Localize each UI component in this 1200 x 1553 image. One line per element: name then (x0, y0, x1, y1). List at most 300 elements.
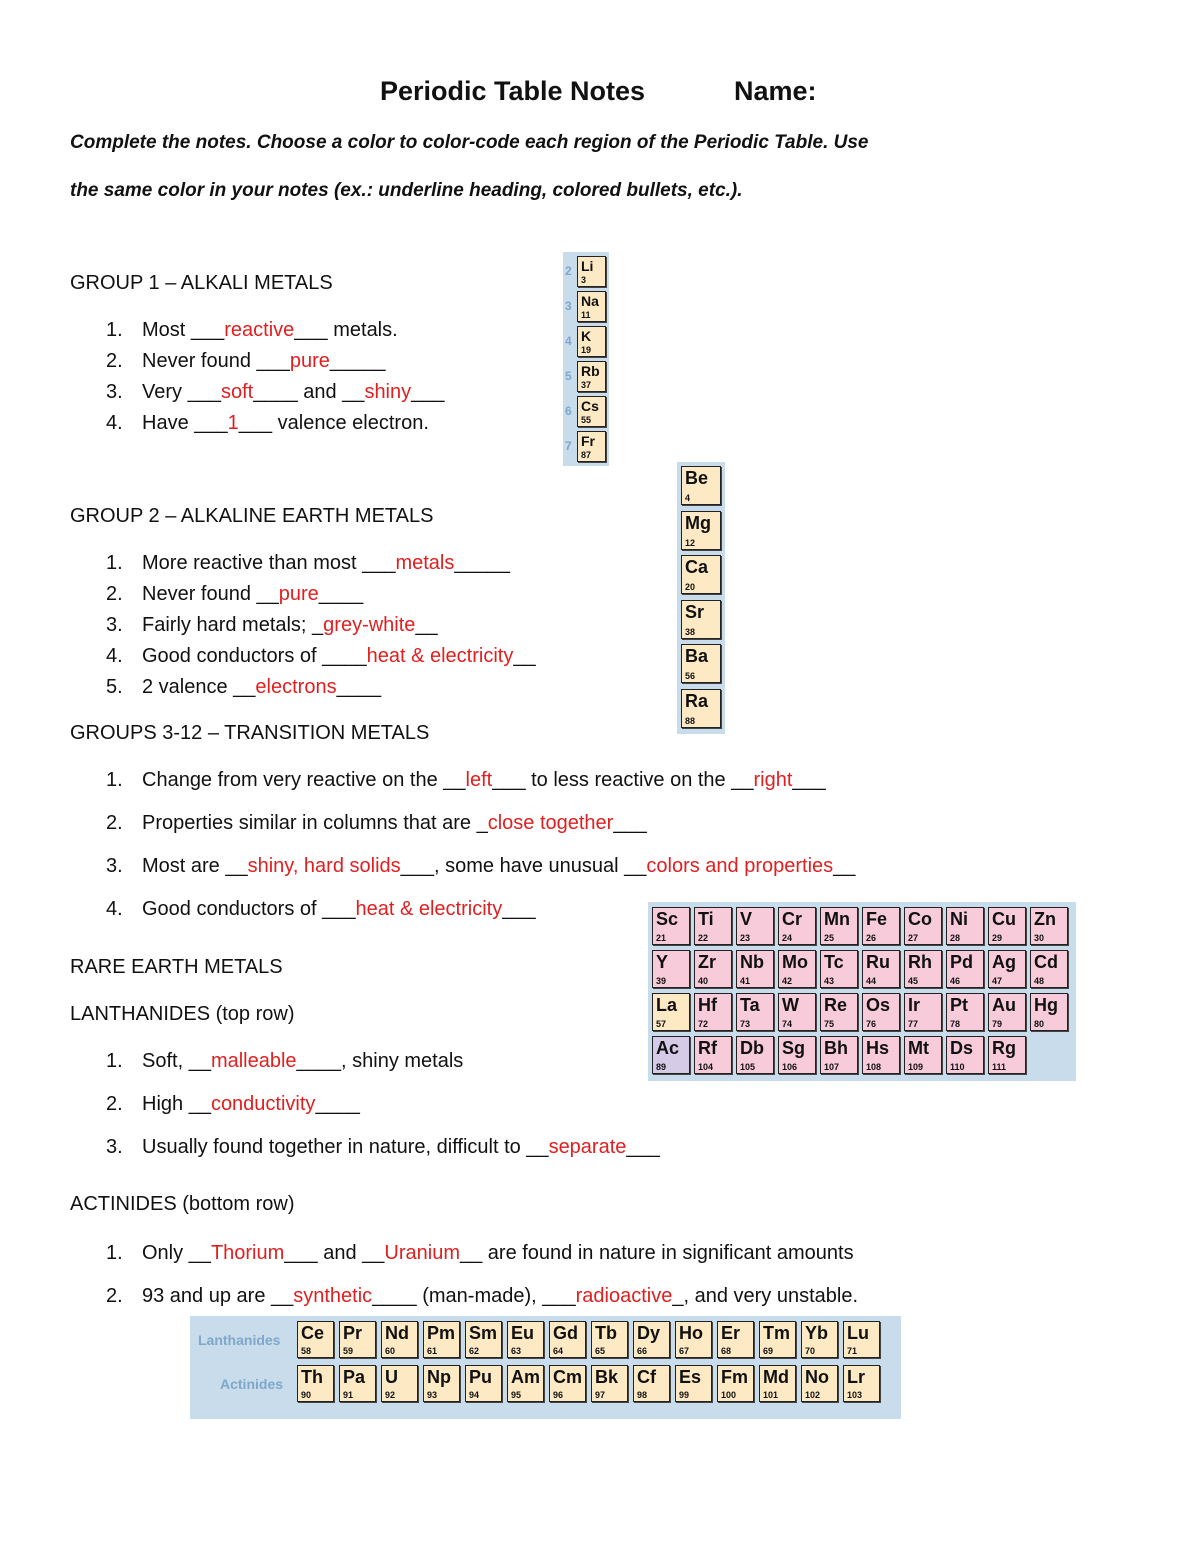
element-tile-ru (862, 950, 900, 988)
answer-text: reactive (224, 319, 295, 341)
element-tile-os (862, 993, 900, 1031)
item-text (142, 855, 855, 878)
element-symbol: Y (656, 952, 669, 972)
element-tile-la (652, 993, 690, 1031)
atomic-number: 67 (679, 1346, 690, 1356)
item-text-part: Good conductors of ____ (142, 645, 367, 667)
item-text-part: __ (513, 645, 536, 667)
atomic-number: 109 (908, 1062, 924, 1072)
element-symbol: Mg (685, 512, 711, 533)
atomic-number: 107 (824, 1062, 840, 1072)
element-symbol: Na (581, 293, 599, 309)
atomic-number: 108 (866, 1062, 882, 1072)
element-tile-fr (577, 431, 606, 462)
element-tile-ca (681, 555, 721, 594)
item-text-part: Have ___ (142, 412, 228, 434)
item-text-part: Most ___ (142, 319, 225, 341)
item-text-part: _____ (329, 350, 386, 372)
atomic-number: 103 (847, 1390, 863, 1400)
element-symbol: Am (511, 1367, 541, 1387)
answer-text: soft (220, 381, 254, 403)
item-text-part: ___ (613, 812, 647, 834)
element-tile-db (736, 1036, 774, 1074)
answer-text: separate (548, 1136, 627, 1158)
atomic-number: 22 (698, 933, 709, 943)
item-text-part: ____, shiny metals (296, 1050, 464, 1072)
element-tile-tb (591, 1321, 628, 1358)
element-symbol: Ac (656, 1038, 680, 1058)
item-text (142, 412, 429, 435)
element-symbol: Ta (740, 995, 760, 1015)
element-tile-hs (862, 1036, 900, 1074)
atomic-number: 56 (685, 671, 696, 681)
atomic-number: 46 (950, 976, 961, 986)
atomic-number: 64 (553, 1346, 564, 1356)
atomic-number: 101 (763, 1390, 779, 1400)
element-symbol: Bh (824, 1038, 848, 1058)
f-block-figure (190, 1316, 901, 1419)
element-symbol: No (805, 1367, 829, 1387)
atomic-number: 43 (824, 976, 835, 986)
element-symbol: Ba (685, 646, 709, 666)
element-symbol: Be (685, 468, 709, 488)
item-text-part: Very ___ (142, 381, 221, 403)
element-tile-md (759, 1365, 796, 1402)
instructions-line-2: the same color in your notes (ex.: underline heading, colored bullets, etc.). (70, 180, 743, 201)
element-tile-hg (1030, 993, 1068, 1031)
actinides-label: Actinides (220, 1376, 284, 1392)
item-number: 1. (106, 769, 123, 791)
element-symbol: Fm (721, 1367, 748, 1387)
item-text-part: ____ (man-made), ___ (372, 1285, 576, 1307)
item-number: 2. (106, 812, 123, 834)
atomic-number: 25 (824, 933, 835, 943)
element-symbol: Rg (992, 1038, 1016, 1058)
element-tile-ir (904, 993, 942, 1031)
element-symbol: Mt (908, 1038, 929, 1058)
element-tile-lr (843, 1365, 880, 1402)
element-symbol: Hf (698, 995, 717, 1015)
element-tile-cd (1030, 950, 1068, 988)
element-symbol: Re (824, 995, 848, 1015)
item-text (142, 676, 381, 699)
atomic-number: 66 (637, 1346, 648, 1356)
element-tile-cs (577, 396, 606, 427)
element-tile-cf (633, 1365, 670, 1402)
element-tile-dy (633, 1321, 670, 1358)
atomic-number: 71 (847, 1346, 858, 1356)
item-number: 1. (106, 1242, 123, 1264)
item-text-part: More reactive than most ___ (142, 552, 396, 574)
element-tile-am (507, 1365, 544, 1402)
element-tile-ho (675, 1321, 712, 1358)
element-tile-pt (946, 993, 984, 1031)
item-text (142, 1136, 660, 1159)
answer-text: malleable (210, 1050, 297, 1072)
atomic-number: 45 (908, 976, 919, 986)
atomic-number: 98 (637, 1390, 648, 1400)
item-text-part: ____ and __ (253, 381, 365, 403)
element-symbol: Fe (866, 909, 888, 929)
atomic-number: 30 (1034, 933, 1045, 943)
element-symbol: Ds (950, 1038, 974, 1058)
item-text-part: 93 and up are __ (142, 1285, 294, 1307)
atomic-number: 55 (581, 415, 592, 425)
atomic-number: 37 (581, 380, 592, 390)
atomic-number: 90 (301, 1390, 312, 1400)
atomic-number: 91 (343, 1390, 354, 1400)
atomic-number: 44 (866, 976, 877, 986)
element-symbol: Rf (698, 1038, 717, 1058)
element-tile-cr (778, 907, 816, 945)
element-symbol: Nd (385, 1323, 409, 1343)
atomic-number: 39 (656, 976, 667, 986)
atomic-number: 65 (595, 1346, 606, 1356)
element-tile-hf (694, 993, 732, 1031)
atomic-number: 77 (908, 1019, 919, 1029)
atomic-number: 70 (805, 1346, 816, 1356)
answer-text: 1 (227, 412, 239, 434)
atomic-number: 41 (740, 976, 751, 986)
answer-text: heat & electricity (355, 898, 503, 920)
element-symbol: Pt (950, 995, 968, 1015)
element-tile-np (423, 1365, 460, 1402)
atomic-number: 99 (679, 1390, 690, 1400)
answer-text: heat & electricity (366, 645, 514, 667)
element-symbol: Ti (698, 909, 714, 929)
answer-text: Thorium (210, 1242, 285, 1264)
element-symbol: Cr (782, 909, 803, 929)
element-symbol: La (656, 995, 678, 1015)
answer-text: metals (395, 552, 455, 574)
period-label: 6 (565, 404, 572, 418)
element-tile-es (675, 1365, 712, 1402)
item-number: 2. (106, 1093, 123, 1115)
element-symbol: V (740, 909, 753, 929)
element-symbol: K (581, 328, 592, 344)
element-tile-w (778, 993, 816, 1031)
element-tile-mg (681, 511, 721, 550)
atomic-number: 19 (581, 345, 592, 355)
element-symbol: Cf (637, 1367, 656, 1387)
atomic-number: 75 (824, 1019, 835, 1029)
element-symbol: Tb (595, 1323, 617, 1343)
atomic-number: 72 (698, 1019, 709, 1029)
answer-text: radioactive (575, 1285, 673, 1307)
item-text (142, 898, 536, 921)
element-symbol: Au (992, 995, 1016, 1015)
answer-text: right (753, 769, 793, 791)
element-tile-pa (339, 1365, 376, 1402)
element-tile-cm (549, 1365, 586, 1402)
atomic-number: 57 (656, 1019, 667, 1029)
item-number: 5. (106, 676, 123, 698)
rare-earth-heading: RARE EARTH METALS (70, 956, 283, 978)
atomic-number: 110 (950, 1062, 965, 1072)
element-tile-fm (717, 1365, 754, 1402)
answer-text: colors and properties (646, 855, 834, 877)
element-symbol: Zn (1034, 909, 1056, 929)
element-tile-er (717, 1321, 754, 1358)
atomic-number: 68 (721, 1346, 732, 1356)
element-symbol: Fr (581, 433, 595, 449)
atomic-number: 106 (782, 1062, 798, 1072)
element-tile-ce (297, 1321, 334, 1358)
atomic-number: 76 (866, 1019, 877, 1029)
item-text-part: __ (415, 614, 438, 636)
element-symbol: Rh (908, 952, 932, 972)
atomic-number: 20 (685, 582, 696, 592)
item-text (142, 552, 510, 575)
atomic-number: 63 (511, 1346, 522, 1356)
item-text (142, 583, 363, 606)
element-symbol: U (385, 1367, 398, 1387)
atomic-number: 74 (782, 1019, 793, 1029)
element-symbol: Sr (685, 601, 705, 622)
answer-text: shiny, hard solids (247, 855, 401, 877)
element-tile-mo (778, 950, 816, 988)
element-symbol: Pr (343, 1323, 363, 1343)
answer-text: grey-white (323, 614, 416, 636)
item-text-part: ___, some have unusual __ (400, 855, 647, 877)
item-text (142, 614, 438, 637)
element-symbol: Ce (301, 1323, 325, 1343)
answer-text: Uranium (384, 1242, 460, 1264)
item-text-part: Only __ (142, 1242, 211, 1264)
element-symbol: Pu (469, 1367, 493, 1387)
item-text-part: ___ (792, 769, 826, 791)
item-text (142, 381, 445, 404)
atomic-number: 96 (553, 1390, 564, 1400)
element-symbol: Bk (595, 1367, 619, 1387)
element-symbol: Zr (698, 952, 716, 972)
atomic-number: 79 (992, 1019, 1003, 1029)
element-tile-pu (465, 1365, 502, 1402)
item-text (142, 1093, 360, 1116)
item-text-part: 2 valence __ (142, 676, 256, 698)
element-symbol: Lu (847, 1323, 869, 1343)
element-tile-rb (577, 361, 606, 392)
element-tile-rf (694, 1036, 732, 1074)
element-tile-sg (778, 1036, 816, 1074)
item-text-part: ____ (336, 676, 382, 698)
item-text-part: ___ valence electron. (238, 412, 429, 434)
item-number: 3. (106, 1136, 123, 1158)
item-number: 3. (106, 614, 123, 636)
element-tile-ni (946, 907, 984, 945)
item-text-part: Most are __ (142, 855, 248, 877)
atomic-number: 28 (950, 933, 961, 943)
element-symbol: Db (740, 1038, 764, 1058)
element-tile-ag (988, 950, 1026, 988)
group1-heading: GROUP 1 – ALKALI METALS (70, 272, 333, 294)
item-text (142, 350, 386, 373)
atomic-number: 73 (740, 1019, 751, 1029)
element-tile-re (820, 993, 858, 1031)
element-symbol: Ca (685, 557, 709, 577)
atomic-number: 92 (385, 1390, 396, 1400)
lanthanides-heading: LANTHANIDES (top row) (70, 1003, 295, 1025)
atomic-number: 11 (581, 310, 591, 320)
element-tile-bh (820, 1036, 858, 1074)
period-label: 2 (565, 264, 572, 278)
item-number: 2. (106, 583, 123, 605)
element-tile-zr (694, 950, 732, 988)
item-text-part: ___ to less reactive on the __ (492, 769, 754, 791)
transition-heading: GROUPS 3-12 – TRANSITION METALS (70, 722, 430, 744)
element-tile-no (801, 1365, 838, 1402)
item-text-part: Never found ___ (142, 350, 290, 372)
item-number: 3. (106, 855, 123, 877)
element-symbol: Ho (679, 1323, 703, 1343)
element-symbol: Cm (553, 1367, 583, 1387)
element-symbol: Ag (992, 952, 1016, 972)
element-tile-pr (339, 1321, 376, 1358)
item-text-part: ___ metals. (294, 319, 398, 341)
element-symbol: Ru (866, 952, 890, 972)
period-label: 7 (565, 439, 572, 453)
element-symbol: Li (581, 258, 594, 274)
item-text (142, 319, 398, 342)
element-symbol: Ir (908, 995, 921, 1015)
element-tile-sc (652, 907, 690, 945)
atomic-number: 59 (343, 1346, 354, 1356)
element-symbol: Ni (950, 909, 968, 929)
element-tile-yb (801, 1321, 838, 1358)
element-symbol: Hg (1034, 995, 1058, 1015)
atomic-number: 100 (721, 1390, 737, 1400)
atomic-number: 102 (805, 1390, 821, 1400)
answer-text: pure (278, 583, 319, 605)
element-tile-ds (946, 1036, 984, 1074)
atomic-number: 3 (581, 275, 587, 285)
transition-figure (648, 902, 1076, 1081)
answer-text: left (465, 769, 493, 791)
element-symbol: Co (908, 909, 932, 929)
atomic-number: 38 (685, 626, 696, 637)
item-text (142, 1050, 463, 1073)
element-tile-li (577, 256, 606, 287)
element-tile-na (577, 291, 606, 322)
element-tile-gd (549, 1321, 586, 1358)
element-tile-v (736, 907, 774, 945)
atomic-number: 95 (511, 1390, 522, 1400)
item-text-part: Fairly hard metals; _ (142, 614, 324, 636)
period-label: 4 (565, 334, 572, 348)
element-symbol: Sm (469, 1323, 498, 1343)
atomic-number: 24 (782, 933, 793, 943)
element-symbol: Cd (1034, 952, 1058, 972)
answer-text: conductivity (210, 1093, 316, 1115)
element-tile-ta (736, 993, 774, 1031)
actinides-heading: ACTINIDES (bottom row) (70, 1193, 295, 1215)
item-text-part: Change from very reactive on the __ (142, 769, 466, 791)
atomic-number: 23 (740, 933, 751, 943)
period-label: 5 (565, 369, 572, 383)
item-text-part: ____ (318, 583, 364, 605)
item-text-part: __ are found in nature in significant amounts (459, 1242, 854, 1264)
element-symbol: Es (679, 1367, 702, 1387)
element-tile-rh (904, 950, 942, 988)
atomic-number: 94 (469, 1390, 480, 1400)
atomic-number: 111 (992, 1062, 1007, 1072)
item-text-part: Never found __ (142, 583, 279, 605)
element-symbol: Ra (685, 690, 709, 711)
name-label: Name: (734, 76, 817, 106)
element-tile-ra (681, 689, 721, 728)
atomic-number: 47 (992, 976, 1003, 986)
item-number: 2. (106, 350, 123, 372)
element-symbol: Tc (824, 952, 844, 972)
item-number: 4. (106, 412, 123, 434)
element-tile-ac (652, 1036, 690, 1074)
item-text-part: Good conductors of ___ (142, 898, 356, 920)
element-symbol: Mn (824, 909, 850, 929)
element-tile-lu (843, 1321, 880, 1358)
atomic-number: 93 (427, 1390, 438, 1400)
element-symbol: Mo (782, 952, 808, 972)
atomic-number: 62 (469, 1346, 480, 1356)
element-tile-nd (381, 1321, 418, 1358)
atomic-number: 4 (685, 493, 691, 503)
answer-text: shiny (364, 381, 412, 403)
element-tile-u (381, 1365, 418, 1402)
element-tile-sr (681, 600, 721, 639)
element-symbol: Tm (763, 1323, 790, 1343)
element-symbol: Pm (427, 1323, 456, 1343)
element-tile-fe (862, 907, 900, 945)
atomic-number: 78 (950, 1019, 961, 1029)
atomic-number: 89 (656, 1062, 667, 1072)
atomic-number: 48 (1034, 976, 1045, 986)
element-tile-be (681, 466, 721, 505)
element-symbol: Cs (581, 398, 599, 414)
element-symbol: Np (427, 1367, 451, 1387)
item-text-part: ___ (411, 381, 445, 403)
element-symbol: Yb (805, 1323, 829, 1343)
answer-text: synthetic (293, 1285, 373, 1307)
atomic-number: 29 (992, 933, 1003, 943)
element-tile-au (988, 993, 1026, 1031)
element-symbol: Pa (343, 1367, 366, 1387)
item-text (142, 769, 826, 792)
item-text (142, 1285, 858, 1308)
instructions-line-1: Complete the notes. Choose a color to color-code each region of the Periodic Table. Use (70, 132, 869, 153)
answer-text: electrons (255, 676, 337, 698)
element-tile-ti (694, 907, 732, 945)
element-symbol: Os (866, 995, 891, 1015)
atomic-number: 26 (866, 933, 877, 943)
item-number: 4. (106, 645, 123, 667)
atomic-number: 80 (1034, 1019, 1045, 1029)
item-number: 1. (106, 319, 123, 341)
element-tile-mt (904, 1036, 942, 1074)
element-symbol: Hs (866, 1038, 890, 1058)
group2-figure (677, 462, 725, 734)
atomic-number: 27 (908, 933, 919, 943)
element-symbol: Th (301, 1367, 323, 1387)
element-tile-th (297, 1365, 334, 1402)
item-number: 3. (106, 381, 123, 403)
atomic-number: 88 (685, 715, 696, 726)
atomic-number: 58 (301, 1346, 312, 1356)
element-symbol: Dy (637, 1323, 661, 1343)
group1-figure (563, 252, 609, 466)
element-symbol: Md (763, 1367, 789, 1387)
group2-heading: GROUP 2 – ALKALINE EARTH METALS (70, 505, 434, 527)
atomic-number: 61 (427, 1346, 438, 1356)
item-text (142, 812, 647, 835)
